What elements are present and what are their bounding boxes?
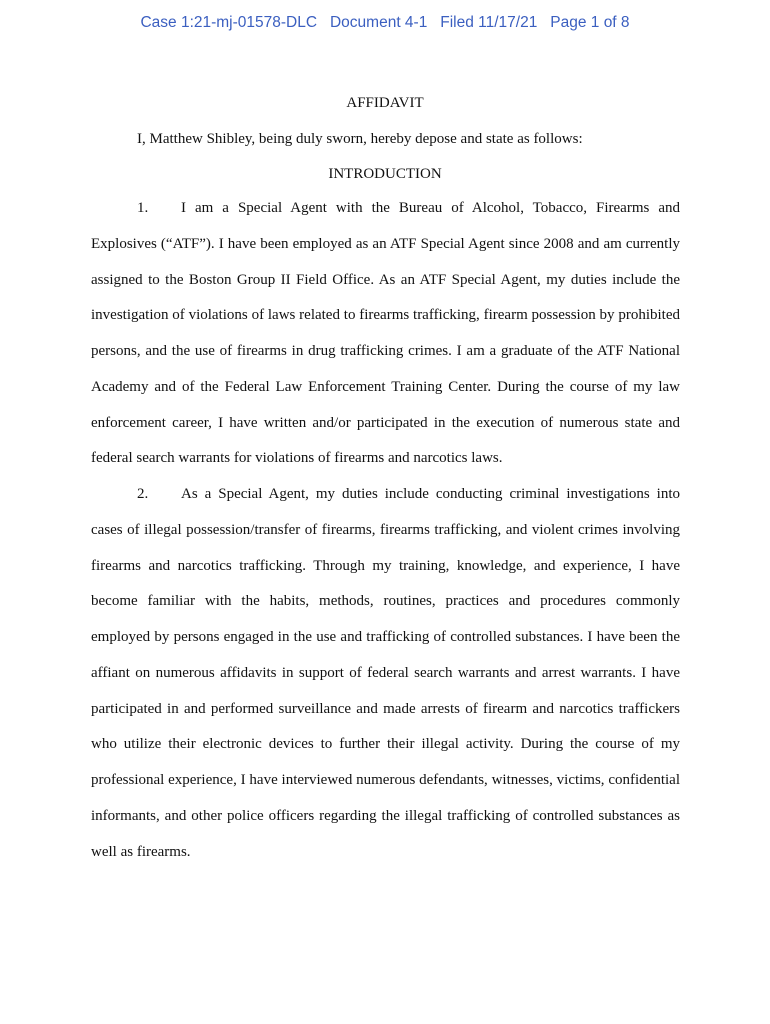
paragraph-1 xyxy=(91,191,680,477)
section-heading: INTRODUCTION xyxy=(328,166,442,182)
document-title: AFFIDAVIT xyxy=(346,95,424,111)
paragraph-text: As a Special Agent, my duties include conducting criminal investigations into cases of illegal possession/transfer of firearms, firearms trafficking, and violent crimes involving firearms and narcotics trafficking. Through my training, knowledge, and experience, I have become familiar with the habits, methods, routines, practices and procedures commonly employed by persons engaged in the use and trafficking of controlled substances. I have been the affiant on numerous affidavits in support of federal search warrants and arrest warrants. I have participated in and performed surveillance and made arrests of firearm and narcotics traffickers who utilize their electronic devices to further their illegal activity. During the course of my professional experience, I have interviewed numerous defendants, witnesses, victims, confidential informants, and other police officers regarding the illegal trafficking of controlled substances as well as firearms. xyxy=(91,486,680,860)
paragraph-text: I am a Special Agent with the Bureau of Alcohol, Tobacco, Firearms and Explosives (“ATF”). I have been employed as an ATF Special Agent since 2008 and am currently assigned to the Boston Group II Field Office. As an ATF Special Agent, my duties include the investigation of violations of laws related to firearms trafficking, firearm possession by prohibited persons, and the use of firearms in drug trafficking crimes. I am a graduate of the ATF National Academy and of the Federal Law Enforcement Training Center. During the course of my law enforcement career, I have written and/or participated in the execution of numerous state and federal search warrants for violations of firearms and narcotics laws. xyxy=(91,200,680,467)
paragraph-number: 2. xyxy=(137,486,149,502)
paragraph-2 xyxy=(91,477,680,870)
paragraph-number: 1. xyxy=(137,200,149,216)
case-filing-stamp: Case 1:21-mj-01578-DLC Document 4-1 Filed 11/17/21 Page 1 of 8 xyxy=(140,14,630,31)
intro-statement: I, Matthew Shibley, being duly sworn, hereby depose and state as follows: xyxy=(137,131,583,147)
